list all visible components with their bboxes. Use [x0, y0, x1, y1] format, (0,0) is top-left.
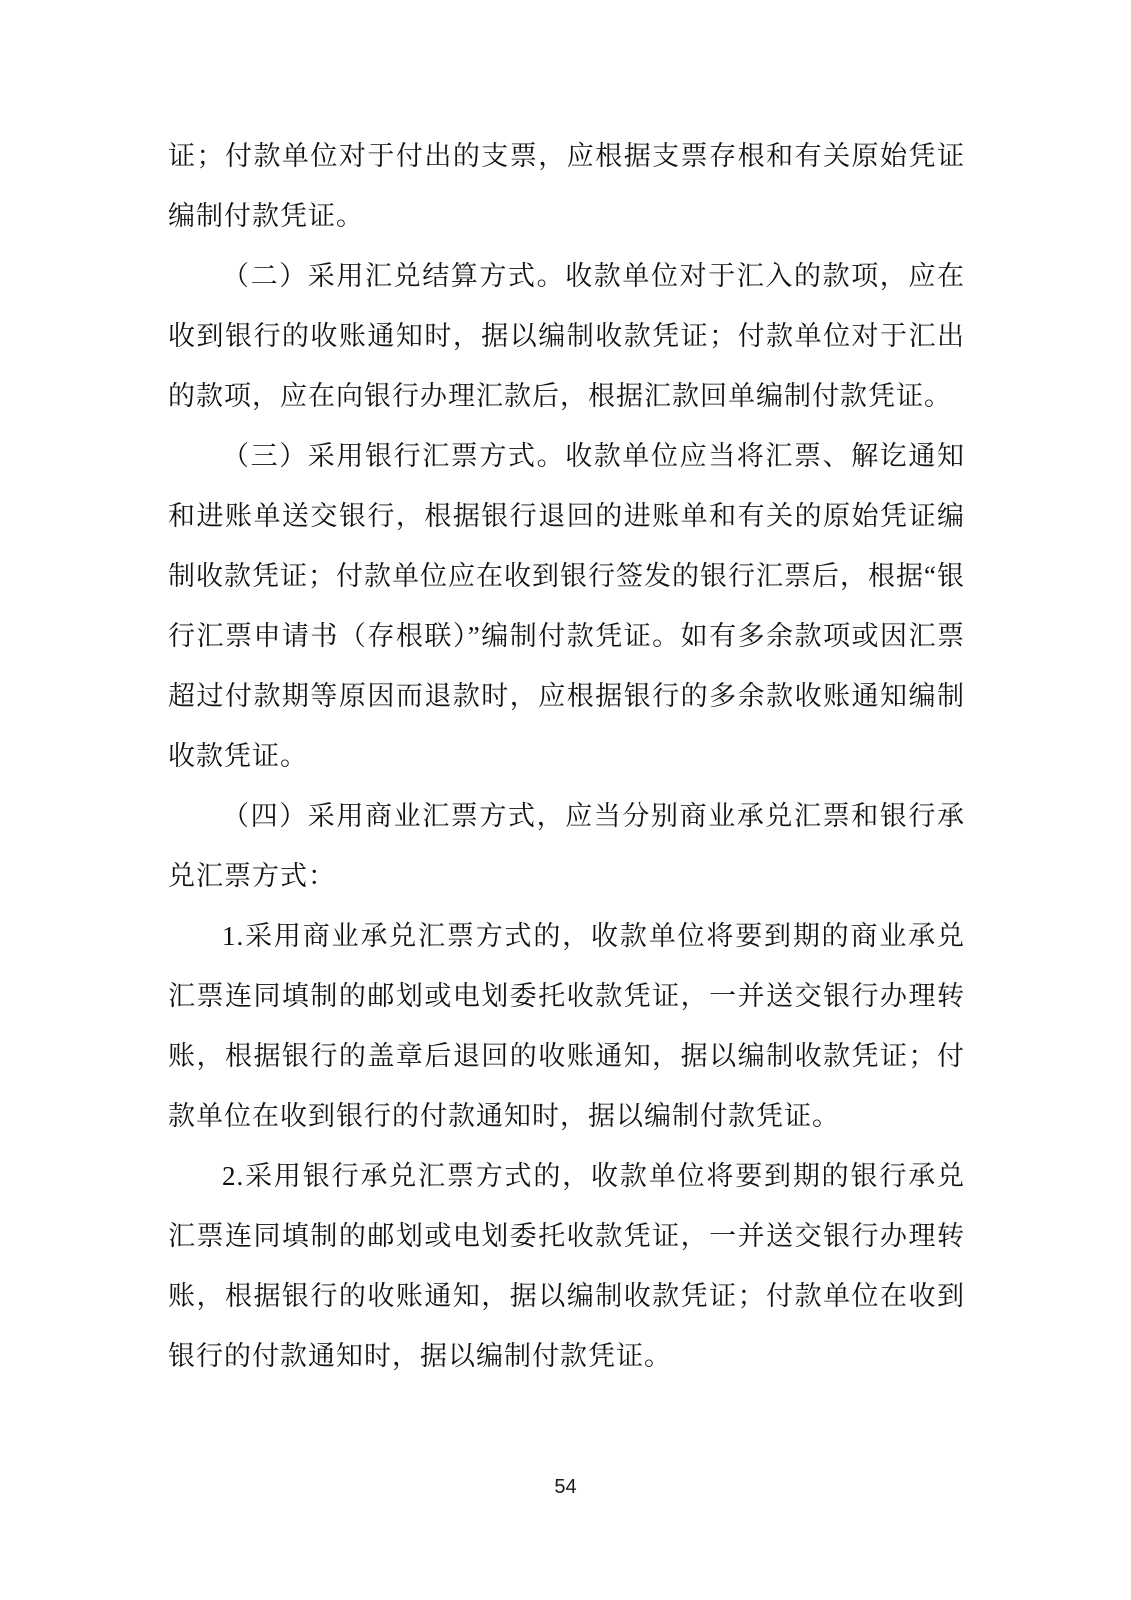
- paragraph-subitem-1: 1.采用商业承兑汇票方式的，收款单位将要到期的商业承兑汇票连同填制的邮划或电划委托收款凭证，一并送交银行办理转账，根据银行的盖章后退回的收账通知，据以编制收款凭证；付款单位在收到银行的付款通知时，据以编制付款凭证。: [168, 921, 965, 1131]
- document-body: [168, 126, 965, 1386]
- paragraph-item-3: （三）采用银行汇票方式。收款单位应当将汇票、解讫通知和进账单送交银行，根据银行退回的进账单和有关的原始凭证编制收款凭证；付款单位应在收到银行签发的银行汇票后，根据“银行汇票申请书（存根联）”编制付款凭证。如有多余款项或因汇票超过付款期等原因而退款时，应根据银行的多余款收账通知编制收款凭证。: [168, 441, 965, 771]
- page-number: 54: [554, 1476, 577, 1498]
- paragraph-item-4: （四）采用商业汇票方式，应当分别商业承兑汇票和银行承兑汇票方式：: [168, 801, 965, 891]
- paragraph-item-2: （二）采用汇兑结算方式。收款单位对于汇入的款项，应在收到银行的收账通知时，据以编制收款凭证；付款单位对于汇出的款项，应在向银行办理汇款后，根据汇款回单编制付款凭证。: [168, 261, 965, 411]
- paragraph-subitem-2: 2.采用银行承兑汇票方式的，收款单位将要到期的银行承兑汇票连同填制的邮划或电划委托收款凭证，一并送交银行办理转账，根据银行的收账通知，据以编制收款凭证；付款单位在收到银行的付款通知时，据以编制付款凭证。: [168, 1161, 965, 1371]
- paragraph-continuation: 证；付款单位对于付出的支票，应根据支票存根和有关原始凭证编制付款凭证。: [168, 141, 965, 231]
